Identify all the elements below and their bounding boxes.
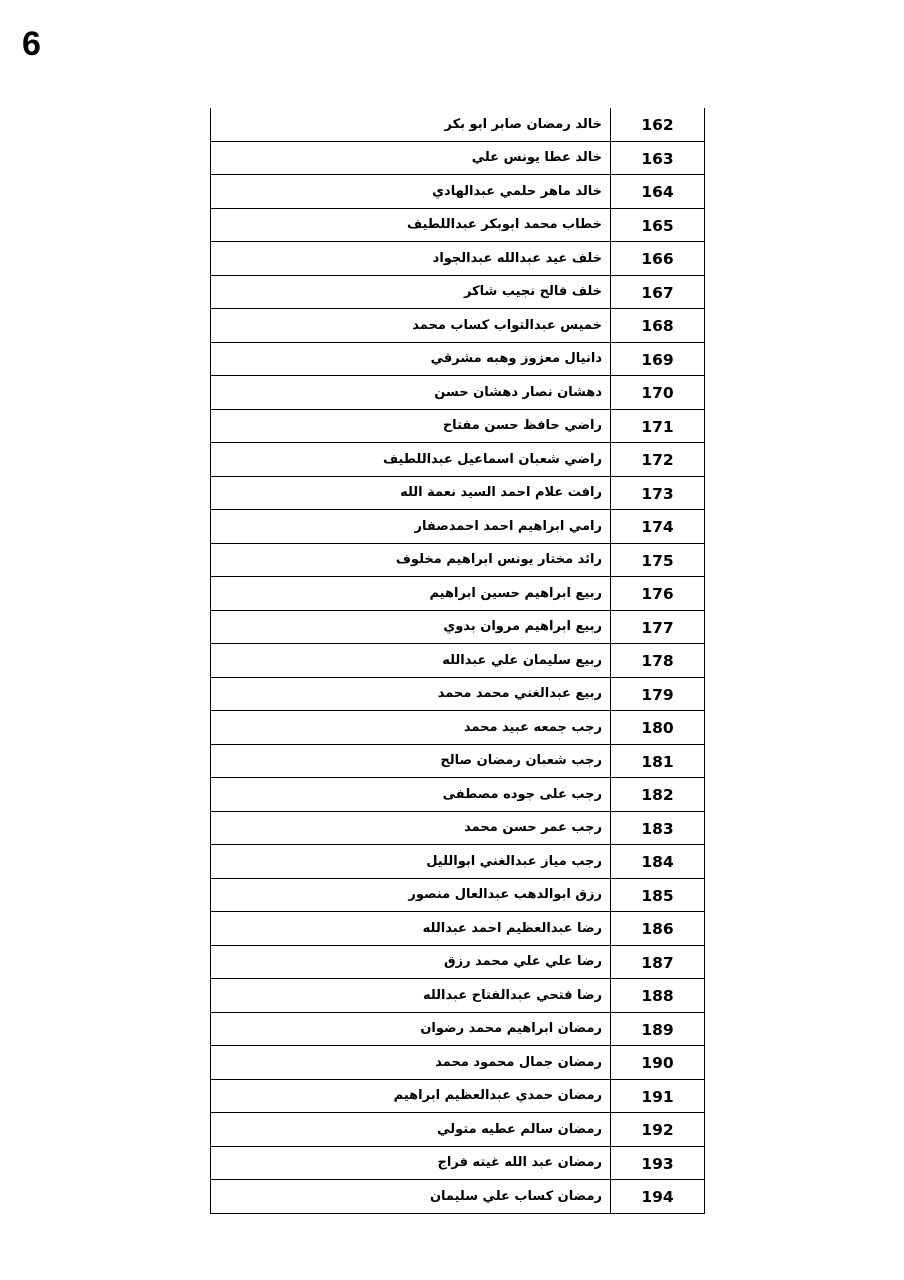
number-cell: 187: [611, 945, 705, 979]
number-cell: 177: [611, 610, 705, 644]
name-cell: رمضان جمال محمود محمد: [211, 1046, 611, 1080]
table-row: [211, 677, 705, 711]
number-cell: 194: [611, 1180, 705, 1214]
name-cell: رمضان ابراهيم محمد رضوان: [211, 1012, 611, 1046]
name-cell: رافت علام احمد السيد نعمة الله: [211, 476, 611, 510]
number-cell: 186: [611, 912, 705, 946]
name-cell: راضي شعبان اسماعيل عبداللطيف: [211, 443, 611, 477]
table-row: [211, 811, 705, 845]
table-row: [211, 510, 705, 544]
table-row: [211, 711, 705, 745]
name-cell: رائد مختار يونس ابراهيم مخلوف: [211, 543, 611, 577]
number-cell: 188: [611, 979, 705, 1013]
table-row: [211, 409, 705, 443]
number-cell: 178: [611, 644, 705, 678]
table-row: [211, 1146, 705, 1180]
table-row: [211, 610, 705, 644]
table-row: [211, 878, 705, 912]
name-cell: رضا عبدالعظيم احمد عبدالله: [211, 912, 611, 946]
number-cell: 189: [611, 1012, 705, 1046]
name-cell: رجب عمر حسن محمد: [211, 811, 611, 845]
table-row: [211, 845, 705, 879]
name-cell: خالد ماهر حلمي عبدالهادي: [211, 175, 611, 209]
number-cell: 165: [611, 208, 705, 242]
name-cell: رامي ابراهيم احمد احمدصفار: [211, 510, 611, 544]
name-cell: رضا علي علي محمد رزق: [211, 945, 611, 979]
name-cell: خالد رمضان صابر ابو بكر: [211, 108, 611, 141]
name-cell: رضا فتحي عبدالفتاح عبدالله: [211, 979, 611, 1013]
number-cell: 170: [611, 376, 705, 410]
name-cell: خلف فالح نجيب شاكر: [211, 275, 611, 309]
name-cell: خلف عيد عبدالله عبدالجواد: [211, 242, 611, 276]
number-cell: 179: [611, 677, 705, 711]
name-cell: خطاب محمد ابوبكر عبداللطيف: [211, 208, 611, 242]
names-table: [210, 108, 705, 1214]
name-cell: رمضان سالم عطيه متولي: [211, 1113, 611, 1147]
table-row: [211, 443, 705, 477]
name-cell: رجب مياز عبدالغني ابوالليل: [211, 845, 611, 879]
number-cell: 168: [611, 309, 705, 343]
table-row: [211, 1113, 705, 1147]
name-cell: ربيع عبدالغني محمد محمد: [211, 677, 611, 711]
name-cell: راضي حافظ حسن مفتاح: [211, 409, 611, 443]
number-cell: 166: [611, 242, 705, 276]
table-row: [211, 1012, 705, 1046]
number-cell: 162: [611, 108, 705, 141]
name-cell: ربيع ابراهيم حسين ابراهيم: [211, 577, 611, 611]
name-cell: خالد عطا يونس علي: [211, 141, 611, 175]
table-row: [211, 141, 705, 175]
number-cell: 163: [611, 141, 705, 175]
name-cell: دهشان نصار دهشان حسن: [211, 376, 611, 410]
number-cell: 174: [611, 510, 705, 544]
table-row: [211, 945, 705, 979]
number-cell: 192: [611, 1113, 705, 1147]
number-cell: 191: [611, 1079, 705, 1113]
number-cell: 172: [611, 443, 705, 477]
number-cell: 182: [611, 778, 705, 812]
name-cell: رمضان عبد الله غيته فراج: [211, 1146, 611, 1180]
table-row: [211, 1180, 705, 1214]
page-number: 6: [22, 25, 41, 63]
table-row: [211, 644, 705, 678]
table-row: [211, 778, 705, 812]
table-row: [211, 208, 705, 242]
table-row: [211, 979, 705, 1013]
table-row: [211, 577, 705, 611]
table-row: [211, 1079, 705, 1113]
table-row: [211, 275, 705, 309]
number-cell: 173: [611, 476, 705, 510]
name-cell: رزق ابوالدهب عبدالعال منصور: [211, 878, 611, 912]
number-cell: 171: [611, 409, 705, 443]
table-body: [211, 108, 705, 1213]
table-row: [211, 175, 705, 209]
number-cell: 184: [611, 845, 705, 879]
table-row: [211, 744, 705, 778]
name-cell: دانيال معزوز وهبه مشرقي: [211, 342, 611, 376]
table-row: [211, 476, 705, 510]
table-row: [211, 376, 705, 410]
number-cell: 180: [611, 711, 705, 745]
name-cell: رجب جمعه عبيد محمد: [211, 711, 611, 745]
table-row: [211, 342, 705, 376]
number-cell: 183: [611, 811, 705, 845]
number-cell: 175: [611, 543, 705, 577]
table-row: [211, 309, 705, 343]
table-row: [211, 543, 705, 577]
number-cell: 190: [611, 1046, 705, 1080]
table-row: [211, 108, 705, 141]
number-cell: 185: [611, 878, 705, 912]
table-row: [211, 912, 705, 946]
name-cell: ربيع سليمان علي عبدالله: [211, 644, 611, 678]
number-cell: 164: [611, 175, 705, 209]
number-cell: 169: [611, 342, 705, 376]
number-cell: 176: [611, 577, 705, 611]
name-cell: رجب شعبان رمضان صالح: [211, 744, 611, 778]
number-cell: 193: [611, 1146, 705, 1180]
name-cell: رجب على جوده مصطفى: [211, 778, 611, 812]
name-cell: ربيع ابراهيم مروان بدوي: [211, 610, 611, 644]
name-cell: رمضان حمدي عبدالعظيم ابراهيم: [211, 1079, 611, 1113]
table-row: [211, 242, 705, 276]
number-cell: 181: [611, 744, 705, 778]
name-cell: رمضان كساب علي سليمان: [211, 1180, 611, 1214]
name-cell: خميس عبدالتواب كساب محمد: [211, 309, 611, 343]
number-cell: 167: [611, 275, 705, 309]
table-row: [211, 1046, 705, 1080]
